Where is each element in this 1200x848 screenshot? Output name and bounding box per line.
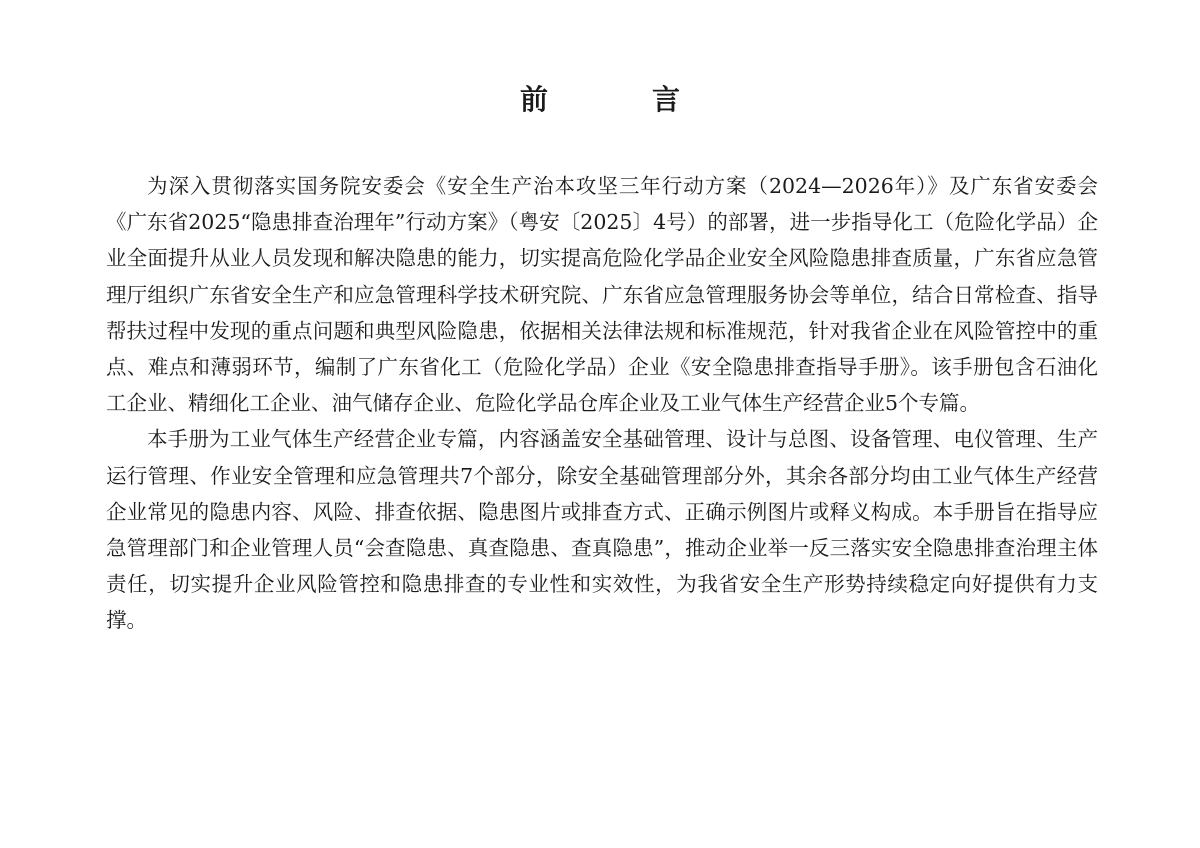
- paragraph-1: 为深入贯彻落实国务院安委会《安全生产治本攻坚三年行动方案（2024—2026年）》及广东省安委会《广东省2025“隐患排查治理年”行动方案》（粤安〔2025〕4号）的部署，进一步指导化工（危险化学品）企业全面提升从业人员发现和解决隐患的能力，切实提高危险化学品企业安全风险隐患排查质量，广东省应急管理厅组织广东省安全生产和应急管理科学技术研究院、广东省应急管理服务协会等单位，结合日常检查、指导帮扶过程中发现的重点问题和典型风险隐患，依据相关法律法规和标准规范，针对我省企业在风险管控中的重点、难点和薄弱环节，编制了广东省化工（危险化学品）企业《安全隐患排查指导手册》。该手册包含石油化工企业、精细化工企业、油气储存企业、危险化学品仓库企业及工业气体生产经营企业5个专篇。: [106, 174, 1098, 416]
- paragraph-2: 本手册为工业气体生产经营企业专篇，内容涵盖安全基础管理、设计与总图、设备管理、电仪管理、生产运行管理、作业安全管理和应急管理共7个部分，除安全基础管理部分外，其余各部分均由工业气体生产经营企业常见的隐患内容、风险、排查依据、隐患图片或排查方式、正确示例图片或释义构成。本手册旨在指导应急管理部门和企业管理人员“会查隐患、真查隐患、查真隐患”，推动企业举一反三落实安全隐患排查治理主体责任，切实提升企业风险管控和隐患排查的专业性和实效性，为我省安全生产形势持续稳定向好提供有力支撑。: [106, 427, 1098, 633]
- preface-body: [106, 168, 1098, 639]
- page-title: 前 言: [519, 83, 718, 116]
